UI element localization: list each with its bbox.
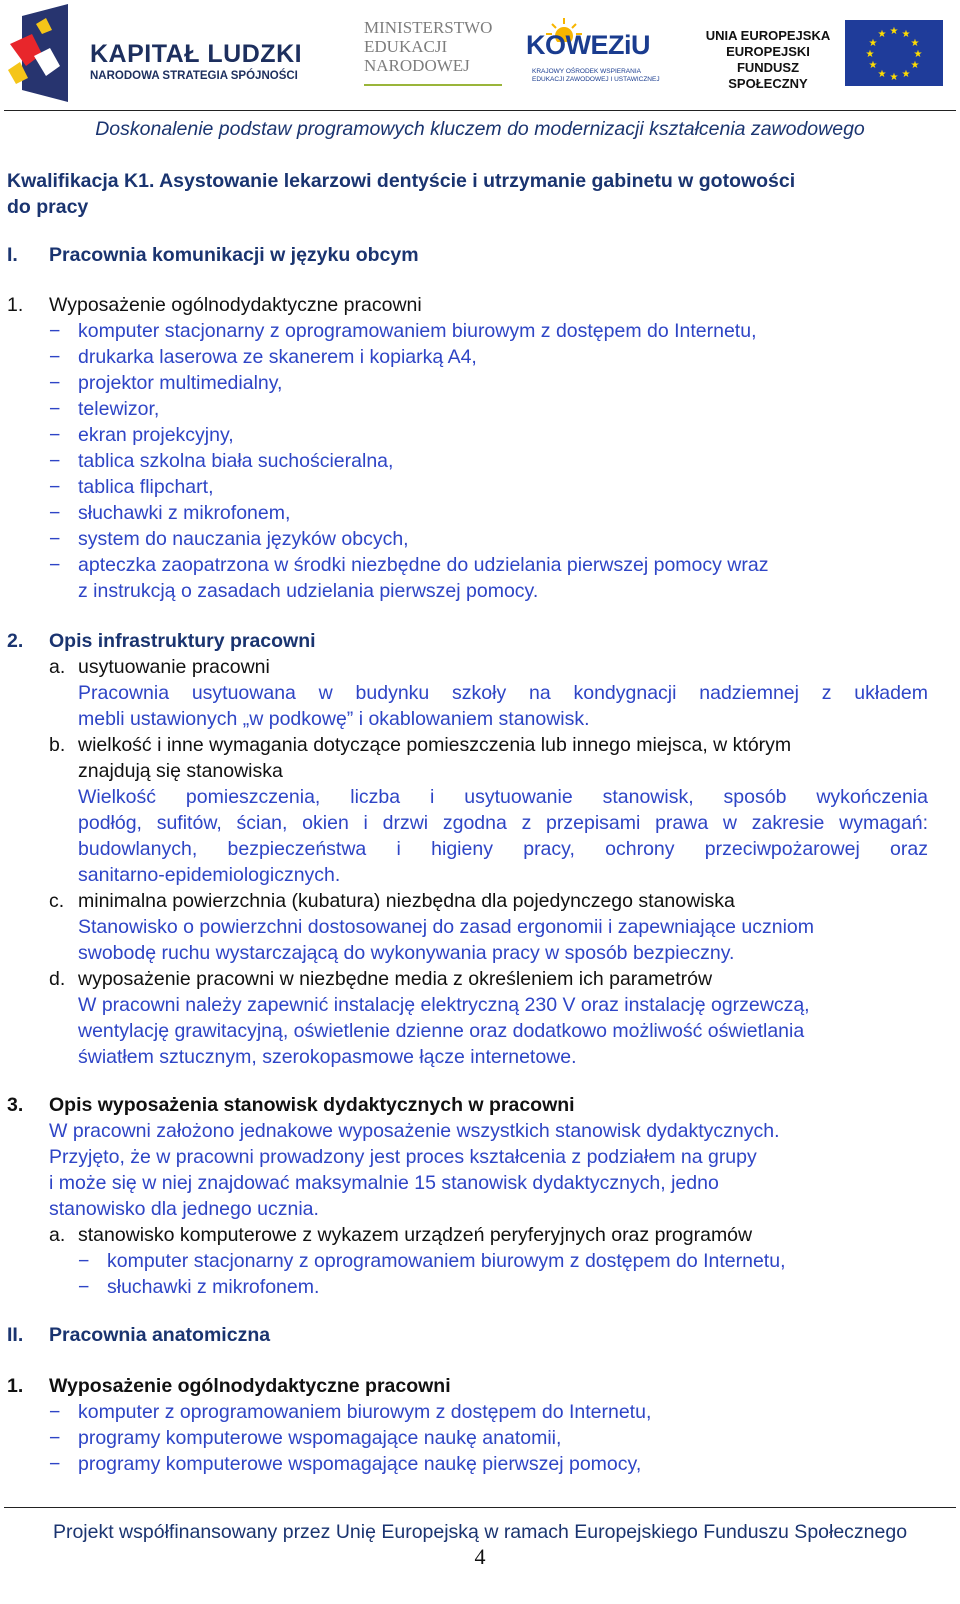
bullet: − xyxy=(49,450,61,472)
svg-text:★: ★ xyxy=(889,26,899,37)
s1-p2-a-title: usytuowanie pracowni xyxy=(78,656,270,678)
list-item-text: komputer stacjonarny z oprogramowaniem biurowym z dostępem do Internetu, xyxy=(107,1250,786,1272)
svg-text:★: ★ xyxy=(889,72,899,83)
s1-p2-b-title-line-1: wielkość i inne wymagania dotyczące pomieszczenia lub innego miejsca, w którym xyxy=(78,734,792,756)
svg-text:★: ★ xyxy=(901,69,911,80)
list-item-text: z instrukcją o zasadach udzielania pierwszej pomocy. xyxy=(78,580,539,602)
eu-stars-icon xyxy=(845,20,943,86)
bullet: − xyxy=(49,1453,61,1475)
bullet: − xyxy=(49,554,61,576)
svg-text:★: ★ xyxy=(865,49,875,60)
footer-divider xyxy=(4,1507,956,1508)
paragraph-line: W pracowni założono jednakowe wyposażenie wszystkich stanowisk dydaktycznych. xyxy=(49,1120,780,1142)
bullet: − xyxy=(49,1427,61,1449)
section-1-number: I. xyxy=(7,244,18,266)
svg-text:★: ★ xyxy=(913,49,923,60)
paragraph-line: wentylację grawitacyjną, oświetlenie dzienne oraz dodatkowo możliwość oświetlania xyxy=(78,1020,805,1042)
svg-text:★: ★ xyxy=(877,29,887,40)
list-item-text: komputer z oprogramowaniem biurowym z dostępem do Internetu, xyxy=(78,1401,652,1423)
section-2-number: II. xyxy=(7,1324,24,1346)
list-item-text: tablica flipchart, xyxy=(78,476,214,498)
bullet: − xyxy=(49,424,61,446)
paragraph-line: Stanowisko o powierzchni dostosowanej do zasad ergonomii i zapewniające uczniom xyxy=(78,916,814,938)
list-item-text: programy komputerowe wspomagające naukę pierwszej pomocy, xyxy=(78,1453,642,1475)
letter: a. xyxy=(49,1224,66,1246)
list-item-text: komputer stacjonarny z oprogramowaniem biurowym z dostępem do Internetu, xyxy=(78,320,757,342)
letter: b. xyxy=(49,734,66,756)
paragraph-line: stanowisko dla jednego ucznia. xyxy=(49,1198,319,1220)
paragraph-line: i może się w niej znajdować maksymalnie 15 stanowisk dydaktycznych, jedno xyxy=(49,1172,719,1194)
s1-p2-b-title-line-2: znajdują się stanowiska xyxy=(78,760,283,782)
paragraph-line: Wielkość pomieszczenia, liczba i usytuowanie stanowisk, sposób wykończenia xyxy=(78,786,928,808)
letter: c. xyxy=(49,890,65,912)
men-underline xyxy=(364,84,502,86)
header-divider xyxy=(4,110,956,111)
paragraph-line: sanitarno-epidemiologicznych. xyxy=(78,864,341,886)
list-item-text: telewizor, xyxy=(78,398,160,420)
s2-p1-title: Wyposażenie ogólnodydaktyczne pracowni xyxy=(49,1375,451,1397)
bullet: − xyxy=(49,476,61,498)
section-1-title: Pracownia komunikacji w języku obcym xyxy=(49,244,419,266)
paragraph-line: mebli ustawionych „w podkowę” i okablowaniem stanowisk. xyxy=(78,708,590,730)
page-header xyxy=(0,0,960,112)
list-item-text: drukarka laserowa ze skanerem i kopiarką A4, xyxy=(78,346,477,368)
letter: d. xyxy=(49,968,66,990)
kowezu-sub-line-2: EDUKACJI ZAWODOWEJ I USTAWICZNEJ xyxy=(532,76,660,83)
bullet: − xyxy=(49,346,61,368)
kapital-ludzki-subtitle: NARODOWA STRATEGIA SPÓJNOŚCI xyxy=(90,70,298,82)
svg-text:★: ★ xyxy=(910,38,920,49)
ue-line-3: FUNDUSZ SPOŁECZNY xyxy=(728,60,808,91)
ue-text xyxy=(700,28,836,92)
paragraph-line: W pracowni należy zapewnić instalację elektryczną 230 V oraz instalację ogrzewczą, xyxy=(78,994,810,1016)
ue-line-2: EUROPEJSKI xyxy=(726,44,810,59)
s1-p2-d-title: wyposażenie pracowni w niezbędne media z określeniem ich parametrów xyxy=(78,968,713,990)
qualification-line-1: Kwalifikacja K1. Asystowanie lekarzowi dentyście i utrzymanie gabinetu w gotowości xyxy=(7,170,796,192)
qualification-line-2: do pracy xyxy=(7,196,89,218)
list-item-text: programy komputerowe wspomagające naukę anatomii, xyxy=(78,1427,562,1449)
s1-p1-title: Wyposażenie ogólnodydaktyczne pracowni xyxy=(49,294,422,316)
men-line-1: MINISTERSTWO xyxy=(364,18,493,37)
s1-p1-number: 1. xyxy=(7,294,24,316)
svg-text:★: ★ xyxy=(868,60,878,71)
list-item-text: słuchawki z mikrofonem. xyxy=(107,1276,320,1298)
paragraph-line: Pracownia usytuowana w budynku szkoły na kondygnacji nadziemnej z układem xyxy=(78,682,928,704)
footer-text: Projekt współfinansowany przez Unię Europejską w ramach Europejskiego Funduszu Społecznego xyxy=(52,1521,908,1543)
s1-p3-number: 3. xyxy=(7,1094,24,1116)
s1-p2-c-title: minimalna powierzchnia (kubatura) niezbędna dla pojedynczego stanowiska xyxy=(78,890,735,912)
list-item-text: system do nauczania języków obcych, xyxy=(78,528,409,550)
ue-line-1: UNIA EUROPEJSKA xyxy=(705,28,831,43)
s1-p2-number: 2. xyxy=(7,630,24,652)
paragraph-line: budowlanych, bezpieczeństwa i higieny pracy, ochrony przeciwpożarowej oraz xyxy=(78,838,928,860)
kowezu-sub-line-1: KRAJOWY OŚRODEK WSPIERANIA xyxy=(532,68,641,75)
men-line-3: NARODOWEJ xyxy=(364,56,470,75)
paragraph-line: podłóg, sufitów, ścian, okien i drzwi zgodna z przepisami prawa w zakresie wymagań: xyxy=(78,812,928,834)
paragraph-line: swobodę ruchu wystarczającą do wykonywania pracy w sposób bezpieczny. xyxy=(78,942,735,964)
bullet: − xyxy=(49,320,61,342)
paragraph-line: światłem sztucznym, szerokopasmowe łącze internetowe. xyxy=(78,1046,577,1068)
list-item-text: słuchawki z mikrofonem, xyxy=(78,502,291,524)
kapital-ludzki-logo xyxy=(6,4,346,104)
letter: a. xyxy=(49,656,66,678)
eu-flag-icon xyxy=(845,20,943,86)
bullet: − xyxy=(49,502,61,524)
s1-p3-title: Opis wyposażenia stanowisk dydaktycznych w pracowni xyxy=(49,1094,575,1116)
section-2-title: Pracownia anatomiczna xyxy=(49,1324,271,1346)
project-subtitle: Doskonalenie podstaw programowych kluczem do modernizacji kształcenia zawodowego xyxy=(95,118,865,140)
bullet: − xyxy=(78,1250,90,1272)
s1-p2-title: Opis infrastruktury pracowni xyxy=(49,630,316,652)
list-item-text: ekran projekcyjny, xyxy=(78,424,234,446)
men-line-2: EDUKACJI xyxy=(364,37,448,56)
bullet: − xyxy=(49,1401,61,1423)
svg-text:★: ★ xyxy=(877,69,887,80)
kowezu-name: KOWEZiU xyxy=(526,30,650,60)
page-number: 4 xyxy=(474,1544,486,1569)
kapital-ludzki-emblem-icon xyxy=(6,4,86,104)
bullet: − xyxy=(49,372,61,394)
kowezu-subtitle xyxy=(532,68,660,84)
s2-p1-number: 1. xyxy=(7,1375,24,1397)
men-logo xyxy=(364,18,492,75)
list-item-text: tablica szkolna biała suchościeralna, xyxy=(78,450,394,472)
paragraph-line: Przyjęto, że w pracowni prowadzony jest proces kształcenia z podziałem na grupy xyxy=(49,1146,757,1168)
list-item-text: projektor multimedialny, xyxy=(78,372,283,394)
s1-p3-a-title: stanowisko komputerowe z wykazem urządzeń peryferyjnych oraz programów xyxy=(78,1224,753,1246)
bullet: − xyxy=(49,398,61,420)
kowezu-logo xyxy=(526,18,660,98)
svg-text:★: ★ xyxy=(901,29,911,40)
kapital-ludzki-title: KAPITAŁ LUDZKI xyxy=(90,40,303,68)
bullet: − xyxy=(49,528,61,550)
list-item-text: apteczka zaopatrzona w środki niezbędne do udzielania pierwszej pomocy wraz xyxy=(78,554,769,576)
svg-text:★: ★ xyxy=(910,60,920,71)
bullet: − xyxy=(78,1276,90,1298)
svg-text:★: ★ xyxy=(868,38,878,49)
